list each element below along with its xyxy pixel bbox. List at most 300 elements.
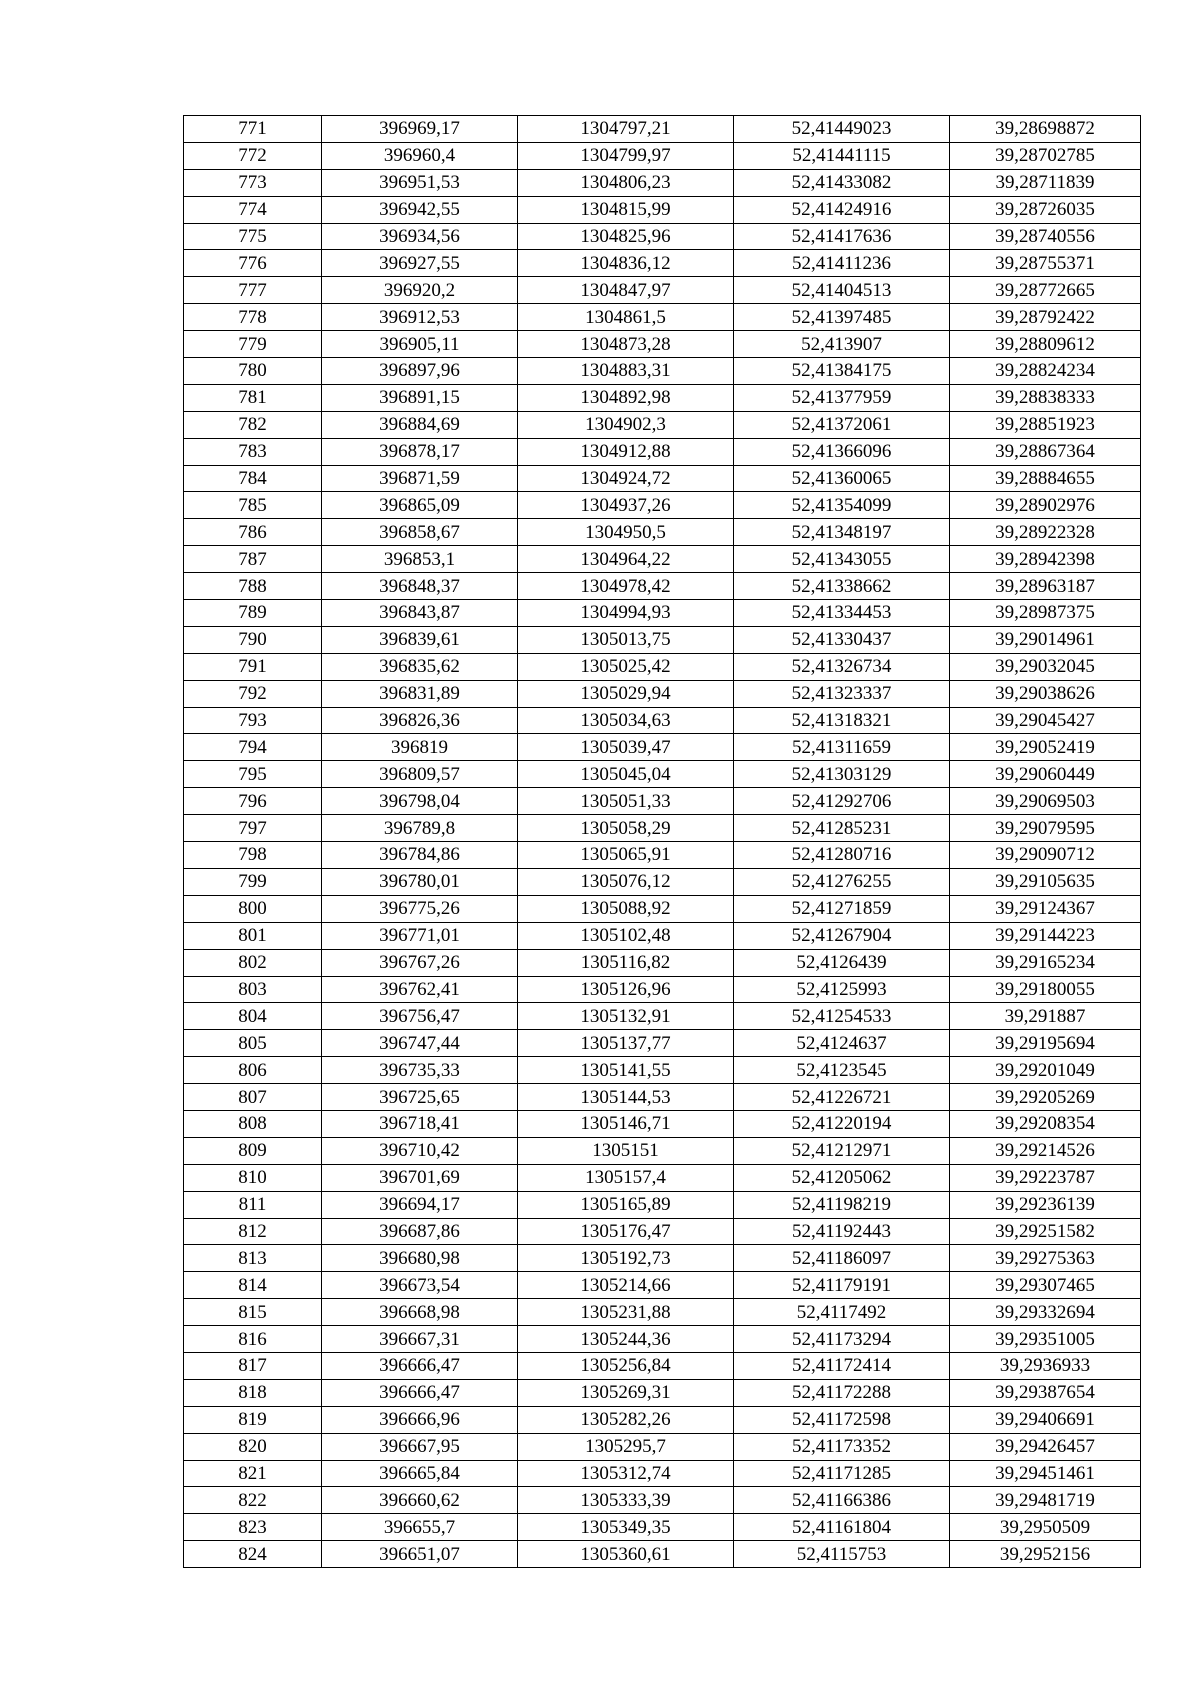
latitude-cell: 52,41292706	[734, 788, 950, 815]
latitude-cell: 52,4117492	[734, 1299, 950, 1326]
point-number-cell: 801	[184, 922, 322, 949]
longitude-cell: 39,29205269	[950, 1084, 1141, 1111]
y-coordinate-cell: 1305126,96	[518, 976, 734, 1003]
y-coordinate-cell: 1304964,22	[518, 546, 734, 573]
point-number-cell: 779	[184, 331, 322, 358]
point-number-cell: 822	[184, 1487, 322, 1514]
longitude-cell: 39,28698872	[950, 116, 1141, 143]
latitude-cell: 52,41276255	[734, 868, 950, 895]
latitude-cell: 52,41173294	[734, 1326, 950, 1353]
latitude-cell: 52,41377959	[734, 384, 950, 411]
x-coordinate-cell: 396905,11	[322, 331, 518, 358]
x-coordinate-cell: 396762,41	[322, 976, 518, 1003]
latitude-cell: 52,41285231	[734, 815, 950, 842]
table-row	[184, 1164, 1141, 1191]
point-number-cell: 773	[184, 169, 322, 196]
x-coordinate-cell: 396951,53	[322, 169, 518, 196]
longitude-cell: 39,29481719	[950, 1487, 1141, 1514]
table-row	[184, 1352, 1141, 1379]
point-number-cell: 808	[184, 1110, 322, 1137]
point-number-cell: 780	[184, 358, 322, 385]
longitude-cell: 39,29201049	[950, 1057, 1141, 1084]
longitude-cell: 39,29195694	[950, 1030, 1141, 1057]
latitude-cell: 52,413907	[734, 331, 950, 358]
longitude-cell: 39,28702785	[950, 142, 1141, 169]
point-number-cell: 778	[184, 304, 322, 331]
latitude-cell: 52,41212971	[734, 1137, 950, 1164]
longitude-cell: 39,28942398	[950, 546, 1141, 573]
table-row	[184, 304, 1141, 331]
x-coordinate-cell: 396710,42	[322, 1137, 518, 1164]
x-coordinate-cell: 396942,55	[322, 196, 518, 223]
latitude-cell: 52,4125993	[734, 976, 950, 1003]
x-coordinate-cell: 396969,17	[322, 116, 518, 143]
point-number-cell: 785	[184, 492, 322, 519]
x-coordinate-cell: 396666,96	[322, 1406, 518, 1433]
point-number-cell: 798	[184, 842, 322, 869]
point-number-cell: 817	[184, 1352, 322, 1379]
table-row	[184, 1487, 1141, 1514]
point-number-cell: 813	[184, 1245, 322, 1272]
point-number-cell: 776	[184, 250, 322, 277]
table-row	[184, 653, 1141, 680]
table-row	[184, 438, 1141, 465]
x-coordinate-cell: 396809,57	[322, 761, 518, 788]
table-row	[184, 573, 1141, 600]
y-coordinate-cell: 1304883,31	[518, 358, 734, 385]
x-coordinate-cell: 396767,26	[322, 949, 518, 976]
latitude-cell: 52,41173352	[734, 1433, 950, 1460]
y-coordinate-cell: 1304825,96	[518, 223, 734, 250]
latitude-cell: 52,41254533	[734, 1003, 950, 1030]
table-row	[184, 1272, 1141, 1299]
table-row	[184, 1379, 1141, 1406]
latitude-cell: 52,41226721	[734, 1084, 950, 1111]
longitude-cell: 39,29090712	[950, 842, 1141, 869]
x-coordinate-cell: 396912,53	[322, 304, 518, 331]
longitude-cell: 39,28824234	[950, 358, 1141, 385]
table-row	[184, 384, 1141, 411]
point-number-cell: 812	[184, 1218, 322, 1245]
table-row	[184, 868, 1141, 895]
latitude-cell: 52,4124637	[734, 1030, 950, 1057]
x-coordinate-cell: 396826,36	[322, 707, 518, 734]
longitude-cell: 39,28726035	[950, 196, 1141, 223]
latitude-cell: 52,41186097	[734, 1245, 950, 1272]
y-coordinate-cell: 1304902,3	[518, 411, 734, 438]
latitude-cell: 52,41360065	[734, 465, 950, 492]
y-coordinate-cell: 1304861,5	[518, 304, 734, 331]
x-coordinate-cell: 396848,37	[322, 573, 518, 600]
y-coordinate-cell: 1305244,36	[518, 1326, 734, 1353]
longitude-cell: 39,29214526	[950, 1137, 1141, 1164]
point-number-cell: 804	[184, 1003, 322, 1030]
latitude-cell: 52,41171285	[734, 1460, 950, 1487]
longitude-cell: 39,2950509	[950, 1514, 1141, 1541]
longitude-cell: 39,29124367	[950, 895, 1141, 922]
latitude-cell: 52,41198219	[734, 1191, 950, 1218]
table-row	[184, 223, 1141, 250]
x-coordinate-cell: 396735,33	[322, 1057, 518, 1084]
latitude-cell: 52,41449023	[734, 116, 950, 143]
point-number-cell: 799	[184, 868, 322, 895]
latitude-cell: 52,41172288	[734, 1379, 950, 1406]
x-coordinate-cell: 396784,86	[322, 842, 518, 869]
point-number-cell: 787	[184, 546, 322, 573]
latitude-cell: 52,41318321	[734, 707, 950, 734]
latitude-cell: 52,41372061	[734, 411, 950, 438]
longitude-cell: 39,28922328	[950, 519, 1141, 546]
point-number-cell: 821	[184, 1460, 322, 1487]
table-row	[184, 1137, 1141, 1164]
longitude-cell: 39,28851923	[950, 411, 1141, 438]
longitude-cell: 39,2936933	[950, 1352, 1141, 1379]
point-number-cell: 791	[184, 653, 322, 680]
x-coordinate-cell: 396891,15	[322, 384, 518, 411]
table-row	[184, 492, 1141, 519]
y-coordinate-cell: 1305051,33	[518, 788, 734, 815]
x-coordinate-cell: 396666,47	[322, 1352, 518, 1379]
table-row	[184, 142, 1141, 169]
y-coordinate-cell: 1305034,63	[518, 707, 734, 734]
x-coordinate-cell: 396831,89	[322, 680, 518, 707]
x-coordinate-cell: 396920,2	[322, 277, 518, 304]
y-coordinate-cell: 1305360,61	[518, 1541, 734, 1568]
latitude-cell: 52,41417636	[734, 223, 950, 250]
x-coordinate-cell: 396871,59	[322, 465, 518, 492]
y-coordinate-cell: 1305132,91	[518, 1003, 734, 1030]
point-number-cell: 800	[184, 895, 322, 922]
point-number-cell: 824	[184, 1541, 322, 1568]
point-number-cell: 774	[184, 196, 322, 223]
point-number-cell: 811	[184, 1191, 322, 1218]
longitude-cell: 39,29180055	[950, 976, 1141, 1003]
longitude-cell: 39,29038626	[950, 680, 1141, 707]
longitude-cell: 39,29052419	[950, 734, 1141, 761]
y-coordinate-cell: 1305146,71	[518, 1110, 734, 1137]
point-number-cell: 794	[184, 734, 322, 761]
latitude-cell: 52,41441115	[734, 142, 950, 169]
point-number-cell: 802	[184, 949, 322, 976]
x-coordinate-cell: 396771,01	[322, 922, 518, 949]
longitude-cell: 39,29165234	[950, 949, 1141, 976]
y-coordinate-cell: 1305157,4	[518, 1164, 734, 1191]
point-number-cell: 810	[184, 1164, 322, 1191]
latitude-cell: 52,41404513	[734, 277, 950, 304]
point-number-cell: 775	[184, 223, 322, 250]
y-coordinate-cell: 1305312,74	[518, 1460, 734, 1487]
table-row	[184, 331, 1141, 358]
longitude-cell: 39,28772665	[950, 277, 1141, 304]
longitude-cell: 39,29426457	[950, 1433, 1141, 1460]
latitude-cell: 52,41205062	[734, 1164, 950, 1191]
latitude-cell: 52,41220194	[734, 1110, 950, 1137]
y-coordinate-cell: 1304799,97	[518, 142, 734, 169]
x-coordinate-cell: 396927,55	[322, 250, 518, 277]
longitude-cell: 39,28987375	[950, 600, 1141, 627]
table-row	[184, 734, 1141, 761]
longitude-cell: 39,29223787	[950, 1164, 1141, 1191]
y-coordinate-cell: 1305165,89	[518, 1191, 734, 1218]
x-coordinate-cell: 396694,17	[322, 1191, 518, 1218]
y-coordinate-cell: 1305269,31	[518, 1379, 734, 1406]
point-number-cell: 795	[184, 761, 322, 788]
x-coordinate-cell: 396680,98	[322, 1245, 518, 1272]
table-row	[184, 358, 1141, 385]
point-number-cell: 814	[184, 1272, 322, 1299]
x-coordinate-cell: 396651,07	[322, 1541, 518, 1568]
x-coordinate-cell: 396775,26	[322, 895, 518, 922]
x-coordinate-cell: 396718,41	[322, 1110, 518, 1137]
x-coordinate-cell: 396673,54	[322, 1272, 518, 1299]
point-number-cell: 771	[184, 116, 322, 143]
y-coordinate-cell: 1305137,77	[518, 1030, 734, 1057]
table-row	[184, 116, 1141, 143]
table-row	[184, 626, 1141, 653]
x-coordinate-cell: 396843,87	[322, 600, 518, 627]
latitude-cell: 52,41433082	[734, 169, 950, 196]
point-number-cell: 803	[184, 976, 322, 1003]
longitude-cell: 39,29332694	[950, 1299, 1141, 1326]
x-coordinate-cell: 396660,62	[322, 1487, 518, 1514]
table-row	[184, 1326, 1141, 1353]
point-number-cell: 816	[184, 1326, 322, 1353]
point-number-cell: 782	[184, 411, 322, 438]
table-row	[184, 680, 1141, 707]
table-row	[184, 600, 1141, 627]
table-row	[184, 1030, 1141, 1057]
point-number-cell: 809	[184, 1137, 322, 1164]
y-coordinate-cell: 1304994,93	[518, 600, 734, 627]
y-coordinate-cell: 1304815,99	[518, 196, 734, 223]
point-number-cell: 781	[184, 384, 322, 411]
longitude-cell: 39,29236139	[950, 1191, 1141, 1218]
table-row	[184, 922, 1141, 949]
longitude-cell: 39,29045427	[950, 707, 1141, 734]
point-number-cell: 797	[184, 815, 322, 842]
y-coordinate-cell: 1305141,55	[518, 1057, 734, 1084]
table-row	[184, 169, 1141, 196]
table-row	[184, 895, 1141, 922]
point-number-cell: 820	[184, 1433, 322, 1460]
table-row	[184, 1084, 1141, 1111]
point-number-cell: 777	[184, 277, 322, 304]
latitude-cell: 52,41267904	[734, 922, 950, 949]
latitude-cell: 52,41326734	[734, 653, 950, 680]
longitude-cell: 39,28740556	[950, 223, 1141, 250]
y-coordinate-cell: 1305333,39	[518, 1487, 734, 1514]
point-number-cell: 786	[184, 519, 322, 546]
longitude-cell: 39,28867364	[950, 438, 1141, 465]
y-coordinate-cell: 1305025,42	[518, 653, 734, 680]
longitude-cell: 39,28809612	[950, 331, 1141, 358]
table-row	[184, 761, 1141, 788]
x-coordinate-cell: 396756,47	[322, 1003, 518, 1030]
longitude-cell: 39,28792422	[950, 304, 1141, 331]
y-coordinate-cell: 1305029,94	[518, 680, 734, 707]
table-row	[184, 1057, 1141, 1084]
point-number-cell: 805	[184, 1030, 322, 1057]
point-number-cell: 796	[184, 788, 322, 815]
longitude-cell: 39,29208354	[950, 1110, 1141, 1137]
y-coordinate-cell: 1305192,73	[518, 1245, 734, 1272]
table-row	[184, 277, 1141, 304]
longitude-cell: 39,29451461	[950, 1460, 1141, 1487]
x-coordinate-cell: 396667,31	[322, 1326, 518, 1353]
point-number-cell: 792	[184, 680, 322, 707]
latitude-cell: 52,41271859	[734, 895, 950, 922]
y-coordinate-cell: 1304847,97	[518, 277, 734, 304]
longitude-cell: 39,28963187	[950, 573, 1141, 600]
table-row	[184, 1406, 1141, 1433]
point-number-cell: 818	[184, 1379, 322, 1406]
table-row	[184, 788, 1141, 815]
y-coordinate-cell: 1304937,26	[518, 492, 734, 519]
table-row	[184, 250, 1141, 277]
table-row	[184, 1433, 1141, 1460]
x-coordinate-cell: 396798,04	[322, 788, 518, 815]
point-number-cell: 772	[184, 142, 322, 169]
latitude-cell: 52,41354099	[734, 492, 950, 519]
table-row	[184, 1191, 1141, 1218]
longitude-cell: 39,29406691	[950, 1406, 1141, 1433]
y-coordinate-cell: 1304950,5	[518, 519, 734, 546]
x-coordinate-cell: 396878,17	[322, 438, 518, 465]
longitude-cell: 39,28902976	[950, 492, 1141, 519]
point-number-cell: 823	[184, 1514, 322, 1541]
latitude-cell: 52,41397485	[734, 304, 950, 331]
table-row	[184, 411, 1141, 438]
table-row	[184, 976, 1141, 1003]
latitude-cell: 52,41334453	[734, 600, 950, 627]
longitude-cell: 39,29069503	[950, 788, 1141, 815]
y-coordinate-cell: 1304836,12	[518, 250, 734, 277]
table-row	[184, 1218, 1141, 1245]
y-coordinate-cell: 1305144,53	[518, 1084, 734, 1111]
longitude-cell: 39,29060449	[950, 761, 1141, 788]
table-row	[184, 1541, 1141, 1568]
point-number-cell: 819	[184, 1406, 322, 1433]
table-row	[184, 949, 1141, 976]
x-coordinate-cell: 396819	[322, 734, 518, 761]
longitude-cell: 39,29079595	[950, 815, 1141, 842]
x-coordinate-cell: 396865,09	[322, 492, 518, 519]
longitude-cell: 39,29144223	[950, 922, 1141, 949]
y-coordinate-cell: 1304797,21	[518, 116, 734, 143]
y-coordinate-cell: 1304978,42	[518, 573, 734, 600]
y-coordinate-cell: 1305231,88	[518, 1299, 734, 1326]
table-row	[184, 519, 1141, 546]
y-coordinate-cell: 1304924,72	[518, 465, 734, 492]
x-coordinate-cell: 396668,98	[322, 1299, 518, 1326]
table-row	[184, 1110, 1141, 1137]
y-coordinate-cell: 1305214,66	[518, 1272, 734, 1299]
latitude-cell: 52,41303129	[734, 761, 950, 788]
y-coordinate-cell: 1305116,82	[518, 949, 734, 976]
point-number-cell: 790	[184, 626, 322, 653]
y-coordinate-cell: 1305045,04	[518, 761, 734, 788]
y-coordinate-cell: 1304892,98	[518, 384, 734, 411]
x-coordinate-cell: 396667,95	[322, 1433, 518, 1460]
y-coordinate-cell: 1305295,7	[518, 1433, 734, 1460]
longitude-cell: 39,291887	[950, 1003, 1141, 1030]
y-coordinate-cell: 1305039,47	[518, 734, 734, 761]
x-coordinate-cell: 396687,86	[322, 1218, 518, 1245]
table-row	[184, 815, 1141, 842]
y-coordinate-cell: 1304912,88	[518, 438, 734, 465]
longitude-cell: 39,29032045	[950, 653, 1141, 680]
x-coordinate-cell: 396839,61	[322, 626, 518, 653]
table-row	[184, 1245, 1141, 1272]
x-coordinate-cell: 396884,69	[322, 411, 518, 438]
longitude-cell: 39,29307465	[950, 1272, 1141, 1299]
point-number-cell: 788	[184, 573, 322, 600]
latitude-cell: 52,41179191	[734, 1272, 950, 1299]
longitude-cell: 39,28711839	[950, 169, 1141, 196]
x-coordinate-cell: 396747,44	[322, 1030, 518, 1057]
y-coordinate-cell: 1305088,92	[518, 895, 734, 922]
latitude-cell: 52,41311659	[734, 734, 950, 761]
longitude-cell: 39,29014961	[950, 626, 1141, 653]
table-row	[184, 465, 1141, 492]
latitude-cell: 52,41192443	[734, 1218, 950, 1245]
latitude-cell: 52,41343055	[734, 546, 950, 573]
table-row	[184, 1514, 1141, 1541]
table-row	[184, 707, 1141, 734]
coordinates-table-body	[184, 116, 1141, 1568]
longitude-cell: 39,29105635	[950, 868, 1141, 895]
x-coordinate-cell: 396858,67	[322, 519, 518, 546]
longitude-cell: 39,28884655	[950, 465, 1141, 492]
latitude-cell: 52,41323337	[734, 680, 950, 707]
table-row	[184, 546, 1141, 573]
x-coordinate-cell: 396789,8	[322, 815, 518, 842]
latitude-cell: 52,4126439	[734, 949, 950, 976]
point-number-cell: 806	[184, 1057, 322, 1084]
latitude-cell: 52,41338662	[734, 573, 950, 600]
x-coordinate-cell: 396934,56	[322, 223, 518, 250]
longitude-cell: 39,29387654	[950, 1379, 1141, 1406]
latitude-cell: 52,41384175	[734, 358, 950, 385]
latitude-cell: 52,41172414	[734, 1352, 950, 1379]
y-coordinate-cell: 1304806,23	[518, 169, 734, 196]
point-number-cell: 807	[184, 1084, 322, 1111]
y-coordinate-cell: 1305102,48	[518, 922, 734, 949]
latitude-cell: 52,41166386	[734, 1487, 950, 1514]
x-coordinate-cell: 396960,4	[322, 142, 518, 169]
y-coordinate-cell: 1305065,91	[518, 842, 734, 869]
latitude-cell: 52,41280716	[734, 842, 950, 869]
x-coordinate-cell: 396853,1	[322, 546, 518, 573]
x-coordinate-cell: 396725,65	[322, 1084, 518, 1111]
y-coordinate-cell: 1305256,84	[518, 1352, 734, 1379]
x-coordinate-cell: 396655,7	[322, 1514, 518, 1541]
point-number-cell: 784	[184, 465, 322, 492]
latitude-cell: 52,4115753	[734, 1541, 950, 1568]
x-coordinate-cell: 396701,69	[322, 1164, 518, 1191]
latitude-cell: 52,41161804	[734, 1514, 950, 1541]
y-coordinate-cell: 1304873,28	[518, 331, 734, 358]
y-coordinate-cell: 1305349,35	[518, 1514, 734, 1541]
point-number-cell: 815	[184, 1299, 322, 1326]
x-coordinate-cell: 396665,84	[322, 1460, 518, 1487]
table-row	[184, 842, 1141, 869]
longitude-cell: 39,2952156	[950, 1541, 1141, 1568]
point-number-cell: 793	[184, 707, 322, 734]
x-coordinate-cell: 396780,01	[322, 868, 518, 895]
y-coordinate-cell: 1305013,75	[518, 626, 734, 653]
latitude-cell: 52,41411236	[734, 250, 950, 277]
